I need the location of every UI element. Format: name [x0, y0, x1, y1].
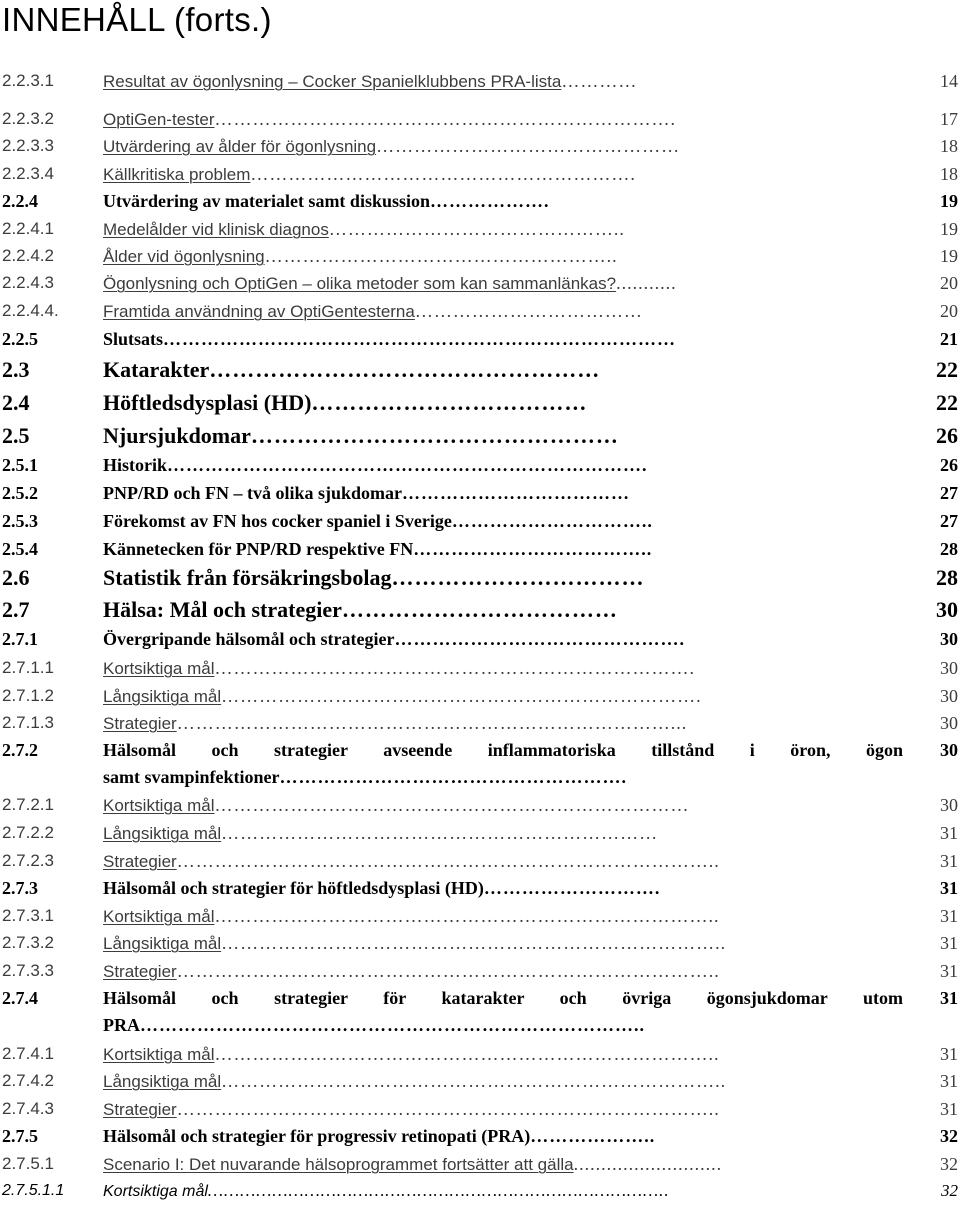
- toc-entry-title[interactable]: Medelålder vid klinisk diagnos: [103, 220, 329, 239]
- toc-entry-number: 2.7.2: [2, 740, 38, 760]
- toc-entry-leader: ……………………………………………………………………..: [221, 1071, 727, 1091]
- toc-entry-number: 2.7.3: [2, 878, 38, 898]
- toc-entry: [0, 536, 960, 562]
- toc-entry-leader: ………………………………: [414, 301, 643, 321]
- toc-entry-title: Övergripande hälsomål och strategier: [103, 629, 395, 649]
- toc-entry-page: 32: [940, 1154, 958, 1174]
- toc-entry-title[interactable]: Kortsiktiga mål: [103, 907, 215, 926]
- toc-entry[interactable]: [0, 1041, 960, 1067]
- toc-entry-title: Hälsomål och strategier för katarakter och övriga ögonsjukdomar utom: [103, 988, 903, 1008]
- toc-entry: [0, 388, 960, 418]
- toc-entry-leader: …………………………………………………………………………..: [207, 1181, 670, 1200]
- toc-entry-number: 2.2.5: [2, 329, 38, 349]
- toc-entry-page: 31: [940, 961, 958, 981]
- toc-entry-page: 30: [940, 629, 958, 649]
- toc-entry-title-line2: PRA: [103, 1015, 140, 1035]
- toc-entry-page: 26: [940, 455, 958, 475]
- toc-entry-leader: ………………………………: [402, 483, 631, 503]
- toc-entry: [0, 563, 960, 593]
- toc-entry-title[interactable]: Strategier: [103, 962, 177, 981]
- toc-entry-leader: ……………………………………………………………….: [214, 109, 676, 129]
- toc-entry-leader: ………………………………………………………………………: [163, 329, 677, 349]
- toc-entry-leader: ……………………….: [483, 878, 661, 898]
- toc-entry-title: Hälsa: Mål och strategier: [103, 597, 342, 622]
- toc-entry-leader: ……………………………………………………………………..: [214, 906, 720, 926]
- toc-entry-leader: …………………………………………………………………………..: [176, 961, 720, 981]
- toc-entry-leader: ……………………………………………………………………..: [214, 1044, 720, 1064]
- toc-entry[interactable]: [0, 655, 960, 681]
- toc-entry[interactable]: [0, 216, 960, 242]
- toc-entry[interactable]: [0, 958, 960, 984]
- toc-entry-page: 31: [940, 851, 958, 871]
- toc-entry[interactable]: [0, 68, 960, 94]
- toc-entry-leader: ………………………………………..: [328, 219, 625, 239]
- toc-entry-page: 28: [936, 565, 958, 590]
- toc-entry-page: 31: [940, 1044, 958, 1064]
- toc-entry-title[interactable]: Scenario I: Det nuvarande hälsoprogrammet fortsätter att gälla: [103, 1155, 574, 1174]
- toc-entry-title[interactable]: Utvärdering av ålder för ögonlysning: [103, 137, 377, 156]
- toc-entry-number: 2.7.1: [2, 629, 38, 649]
- toc-entry-title: Njursjukdomar: [103, 423, 251, 448]
- toc-entry-leader: …………: [561, 71, 638, 91]
- toc-entry[interactable]: [0, 683, 960, 709]
- toc-entry-number: 2.5.1: [2, 455, 38, 475]
- toc-entry: [0, 355, 960, 385]
- toc-entry[interactable]: [0, 820, 960, 846]
- toc-entry[interactable]: [0, 1151, 960, 1177]
- toc-entry-number: 2.5.4: [2, 539, 38, 559]
- toc-entry-title: Hälsomål och strategier avseende inflammatoriska tillstånd i öron, ögon: [103, 740, 903, 760]
- toc-entry-page: 28: [940, 539, 958, 559]
- toc-entry-page: 19: [940, 219, 958, 239]
- toc-entry[interactable]: [0, 848, 960, 874]
- toc-entry-number: 2.3: [2, 357, 30, 382]
- toc-entry-page: 27: [940, 511, 958, 531]
- toc-entry-title[interactable]: Ögonlysning och OptiGen – olika metoder som kan sammanlänkas?: [103, 274, 617, 293]
- toc-entry-leader: ………………………………: [311, 390, 588, 415]
- toc-entry[interactable]: [0, 1096, 960, 1122]
- toc-entry: [0, 508, 960, 534]
- toc-entry-number: 2.5.3: [2, 511, 38, 531]
- page-title: INNEHÅLL (forts.): [2, 1, 272, 38]
- toc-entry-page: 18: [940, 136, 958, 156]
- toc-entry-number: 2.2.3.3: [2, 136, 54, 155]
- toc-entry-number: 2.7.4.2: [2, 1071, 54, 1090]
- toc-entry-leader: ……………………………………………………………………..: [140, 1015, 645, 1035]
- toc-entry-page: 30: [936, 597, 958, 622]
- toc-entry[interactable]: [0, 133, 960, 159]
- toc-entry-leader: ……………………………………………………………………...: [176, 713, 688, 733]
- toc-entry-title[interactable]: Kortsiktiga mål: [103, 659, 215, 678]
- toc-entry-title[interactable]: Strategier: [103, 714, 177, 733]
- toc-entry: [0, 188, 960, 214]
- toc-entry-leader: ...........................: [573, 1154, 723, 1174]
- toc-entry-number: 2.5: [2, 423, 30, 448]
- toc-entry: [0, 326, 960, 352]
- toc-entry[interactable]: [0, 243, 960, 269]
- toc-entry-number: 2.7.4: [2, 988, 38, 1008]
- toc-entry-title[interactable]: Långsiktiga mål: [103, 1072, 222, 1091]
- toc-entry-number: 2.7.4.3: [2, 1099, 54, 1118]
- toc-entry-leader: …………………………………………: [376, 136, 681, 156]
- toc-entry-leader: …………………………………………………………………: [214, 795, 690, 815]
- toc-entry-leader: …………………………………………………………………………..: [176, 851, 720, 871]
- toc-entry: [0, 452, 960, 478]
- toc-entry-page: 31: [940, 1071, 958, 1091]
- toc-entry-number: 2.2.4: [2, 191, 38, 211]
- toc-entry-leader: ………………..: [530, 1126, 656, 1146]
- toc-entry-leader: ………………………………………………………………….: [221, 686, 702, 706]
- toc-entry[interactable]: [0, 930, 960, 956]
- toc-entry-page: 27: [940, 483, 958, 503]
- toc-entry-number: 2.7.1.1: [2, 658, 54, 677]
- toc-entry-leader: ……………………………………………….: [279, 767, 627, 787]
- toc-entry[interactable]: [0, 298, 960, 324]
- toc-entry-page: 31: [940, 823, 958, 843]
- toc-entry-leader: ………………………………..: [413, 539, 653, 559]
- toc-entry[interactable]: [0, 903, 960, 929]
- toc-entry-title: Katarakter: [103, 357, 210, 382]
- toc-entry[interactable]: [0, 161, 960, 187]
- toc-entry-number: 2.7.2.1: [2, 795, 54, 814]
- toc-entry-title[interactable]: Strategier: [103, 852, 177, 871]
- toc-entry-page: 14: [940, 71, 958, 91]
- toc-entry-title: Hälsomål och strategier för progressiv retinopati (PRA): [103, 1126, 531, 1146]
- toc-entry-title: PNP/RD och FN – två olika sjukdomar: [103, 483, 403, 503]
- toc-entry-page: 30: [940, 686, 958, 706]
- toc-entry-page: 31: [940, 988, 958, 1008]
- toc-entry-number: 2.7.5: [2, 1126, 38, 1146]
- toc-entry: [0, 595, 960, 625]
- toc-entry-title: Historik: [103, 455, 168, 475]
- toc-entry-number: 2.2.3.2: [2, 109, 54, 128]
- toc-entry-page: 30: [940, 658, 958, 678]
- toc-entry-leader: ………………………………………………………………….: [167, 455, 648, 475]
- toc-entry-leader: ………………………………………………………………….: [214, 658, 695, 678]
- toc-entry-page: 31: [940, 1099, 958, 1119]
- toc-entry: [0, 421, 960, 451]
- toc-entry-title[interactable]: Ålder vid ögonlysning: [103, 247, 265, 266]
- toc-entry[interactable]: [0, 792, 960, 818]
- toc-entry-title[interactable]: Långsiktiga mål: [103, 934, 222, 953]
- toc-entry-leader: ………………………………………………..: [264, 246, 618, 266]
- toc-entry-page: 18: [940, 164, 958, 184]
- toc-entry-number: 2.2.4.3: [2, 273, 54, 292]
- toc-entry-number: 2.2.4.4.: [2, 301, 59, 320]
- toc-entry-number: 2.7.2.2: [2, 823, 54, 842]
- toc-entry: [0, 1178, 960, 1204]
- toc-entry-page: 30: [940, 795, 958, 815]
- toc-entry-number: 2.2.3.1: [2, 71, 54, 90]
- toc-entry-number: 2.7.3.3: [2, 961, 54, 980]
- toc-entry-page: 30: [940, 740, 958, 760]
- toc-entry-page: 26: [936, 423, 958, 448]
- toc-entry-title: Kortsiktiga mål: [103, 1183, 208, 1200]
- toc-entry-title-line2: samt svampinfektioner: [103, 767, 280, 787]
- toc-entry-title: Kännetecken för PNP/RD respektive FN: [103, 539, 414, 559]
- toc-entry-title[interactable]: Resultat av ögonlysning – Cocker Spanielklubbens PRA-lista: [103, 72, 562, 91]
- toc-entry-title[interactable]: Kortsiktiga mål: [103, 1045, 215, 1064]
- toc-entry-number: 2.7.3.2: [2, 933, 54, 952]
- toc-entry-number: 2.4: [2, 390, 30, 415]
- toc-entry-title: Hälsomål och strategier för höftledsdysplasi (HD): [103, 878, 484, 898]
- toc-entry-page: 22: [936, 390, 958, 415]
- toc-entry-page: 32: [941, 1181, 958, 1200]
- toc-entry-title[interactable]: Källkritiska problem: [103, 165, 251, 184]
- toc-entry-number: 2.7.5.1: [2, 1154, 54, 1173]
- toc-entry-title: Slutsats: [103, 329, 164, 349]
- toc-entry-number: 2.2.4.2: [2, 246, 54, 265]
- toc-entry-page: 31: [940, 878, 958, 898]
- toc-entry-page: 31: [940, 933, 958, 953]
- toc-entry: [0, 626, 960, 652]
- toc-entry-leader: ……………………………………………………………: [221, 823, 659, 843]
- toc-entry-title[interactable]: Framtida användning av OptiGentesterna: [103, 302, 415, 321]
- toc-entry[interactable]: [0, 106, 960, 132]
- toc-entry-page: 22: [936, 357, 958, 382]
- toc-entry-leader: ……………………………: [391, 565, 645, 590]
- toc-entry-title[interactable]: Långsiktiga mål: [103, 824, 222, 843]
- toc-entry-page: 30: [940, 713, 958, 733]
- toc-entry-page: 21: [940, 329, 958, 349]
- toc-entry-number: 2.7.5.1.1: [2, 1182, 65, 1199]
- toc-entry-leader: ...........: [616, 273, 677, 293]
- toc-entry-page: 19: [940, 191, 958, 211]
- toc-entry-title[interactable]: Långsiktiga mål: [103, 687, 222, 706]
- toc-entry[interactable]: [0, 1068, 960, 1094]
- toc-entry[interactable]: [0, 710, 960, 736]
- toc-entry-leader: ……………………………………………: [209, 357, 601, 382]
- toc-entry-title[interactable]: Kortsiktiga mål: [103, 796, 215, 815]
- toc-entry-title[interactable]: Strategier: [103, 1100, 177, 1119]
- toc-entry-leader: …………………………………………: [250, 423, 619, 448]
- toc-entry-number: 2.2.4.1: [2, 219, 54, 238]
- toc-entry-leader: …………………………………………………………………………..: [176, 1099, 720, 1119]
- toc-entry-number: 2.7.2.3: [2, 851, 54, 870]
- toc-entry-leader: ……………………………………………………………………..: [221, 933, 727, 953]
- toc-entry-title[interactable]: OptiGen-tester: [103, 110, 215, 129]
- toc-entry-leader: ……………….: [430, 191, 550, 211]
- toc-entry-number: 2.7.1.3: [2, 713, 54, 732]
- toc-entry-leader: …………………………………………………….: [250, 164, 636, 184]
- toc-entry-number: 2.6: [2, 565, 30, 590]
- toc-entry-number: 2.2.3.4: [2, 164, 54, 183]
- toc-entry-number: 2.7: [2, 597, 30, 622]
- toc-entry: [0, 480, 960, 506]
- toc-entry-title: Höftledsdysplasi (HD): [103, 390, 312, 415]
- toc-entry-leader: …………………………..: [451, 511, 653, 531]
- toc-entry-number: 2.5.2: [2, 483, 38, 503]
- toc-entry: [0, 1123, 960, 1149]
- toc-entry-leader: ………………………………: [341, 597, 618, 622]
- toc-entry-number: 2.7.4.1: [2, 1044, 54, 1063]
- toc-entry-page: 31: [940, 906, 958, 926]
- toc-entry-leader: ……………………………………….: [394, 629, 685, 649]
- toc-entry: [0, 875, 960, 901]
- toc-entry-number: 2.7.1.2: [2, 686, 54, 705]
- toc-entry: [0, 737, 960, 789]
- toc-entry[interactable]: [0, 270, 960, 296]
- toc-entry: [0, 985, 960, 1037]
- toc-entry-page: 20: [940, 301, 958, 321]
- toc-entry-page: 32: [940, 1126, 958, 1146]
- toc-entry-number: 2.7.3.1: [2, 906, 54, 925]
- toc-entry-page: 17: [940, 109, 958, 129]
- toc-entry-title: Statistik från försäkringsbolag: [103, 565, 392, 590]
- toc-entry-page: 20: [940, 273, 958, 293]
- toc-entry-title: Förekomst av FN hos cocker spaniel i Sverige: [103, 511, 452, 531]
- toc-entry-page: 19: [940, 246, 958, 266]
- toc-entry-title: Utvärdering av materialet samt diskussion: [103, 191, 430, 211]
